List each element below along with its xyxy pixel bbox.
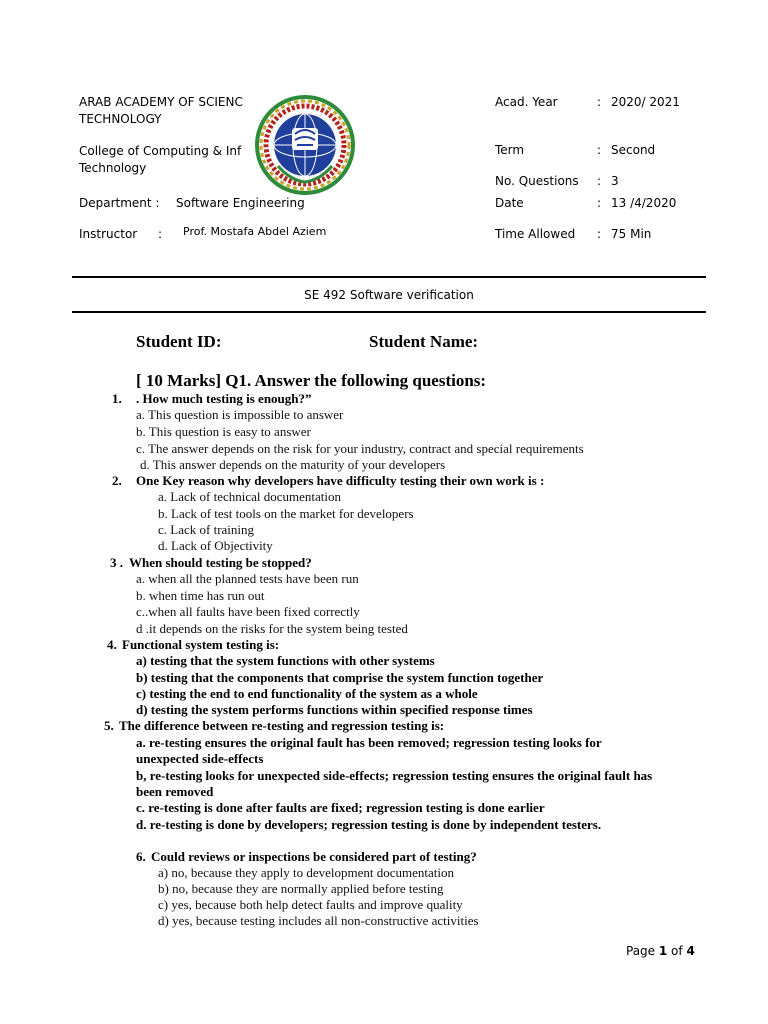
acad-year-label: Acad. Year <box>495 95 558 109</box>
department-label: Department : <box>79 196 160 210</box>
option: d. re-testing is done by developers; regression testing is done by independent testers. <box>136 817 602 832</box>
question-number: 5. <box>104 718 114 733</box>
option: d) yes, because testing includes all non-constructive activities <box>158 913 479 928</box>
question-number: 4. <box>107 637 117 652</box>
option: d. Lack of Objectivity <box>158 538 273 553</box>
acad-year-value: 2020/ 2021 <box>611 95 680 109</box>
top-rule <box>72 276 706 278</box>
instructor-value: Prof. Mostafa Abdel Aziem <box>183 225 327 238</box>
question-text: When should testing be stopped? <box>129 555 312 570</box>
question-text: The difference between re-testing and regression testing is: <box>119 718 445 733</box>
institution-name-line1: ARAB ACADEMY OF SCIENC <box>79 95 243 109</box>
option: a. re-testing ensures the original fault has been removed; regression testing looks for <box>136 735 602 750</box>
institution-name-line2: TECHNOLOGY <box>79 112 162 126</box>
num-questions-label: No. Questions <box>495 174 579 188</box>
student-name-label: Student Name: <box>369 332 479 351</box>
option: d .it depends on the risks for the system being tested <box>136 621 408 636</box>
option: c) testing the end to end functionality of the system as a whole <box>136 686 478 701</box>
option: a) testing that the system functions with other systems <box>136 653 435 668</box>
question-number: 6. <box>136 849 146 864</box>
option: b) testing that the components that comprise the system function together <box>136 670 544 685</box>
num-questions-value: 3 <box>611 174 619 188</box>
option: a) no, because they apply to development documentation <box>158 865 455 880</box>
option: d. This answer depends on the maturity of your developers <box>140 457 446 472</box>
option: c. Lack of training <box>158 522 255 537</box>
option: c) yes, because both help detect faults and improve quality <box>158 897 463 912</box>
college-name-line1: College of Computing & Inf <box>79 144 242 158</box>
option: b. This question is easy to answer <box>136 424 311 439</box>
option: a. when all the planned tests have been run <box>136 571 359 586</box>
time-allowed-value: 75 Min <box>611 227 652 241</box>
option: been removed <box>136 784 214 799</box>
term-colon: : <box>597 143 602 157</box>
term-value: Second <box>611 143 656 157</box>
option: b, re-testing looks for unexpected side-effects; regression testing ensures the original fault has <box>136 768 653 783</box>
question-text: Could reviews or inspections be considered part of testing? <box>151 849 477 864</box>
acad-year-colon: : <box>597 95 602 109</box>
date-colon: : <box>597 196 602 210</box>
page-indicator <box>626 944 695 958</box>
question-text: Functional system testing is: <box>122 637 280 652</box>
term-label: Term <box>495 143 525 157</box>
option: a. Lack of technical documentation <box>158 489 342 504</box>
option: c. re-testing is done after faults are fixed; regression testing is done earlier <box>136 800 545 815</box>
section-heading: [ 10 Marks] Q1. Answer the following questions: <box>136 371 487 390</box>
page-of: of <box>667 944 687 958</box>
num-questions-colon: : <box>597 174 602 188</box>
page-total: 4 <box>686 944 695 958</box>
option: b. Lack of test tools on the market for developers <box>158 506 414 521</box>
option: c..when all faults have been fixed correctly <box>136 604 360 619</box>
instructor-colon: : <box>158 227 163 241</box>
page-prefix: Page <box>626 944 659 958</box>
question-text: One Key reason why developers have difficulty testing their own work is : <box>136 473 545 488</box>
option: c. The answer depends on the risk for your industry, contract and special requirements <box>136 441 584 456</box>
question-number: 1. <box>112 391 122 406</box>
college-name-line2: Technology <box>79 161 147 175</box>
page-current: 1 <box>658 944 668 958</box>
department-value: Software Engineering <box>176 196 305 210</box>
instructor-label: Instructor <box>79 227 138 241</box>
option: b) no, because they are normally applied before testing <box>158 881 444 896</box>
course-title: SE 492 Software verification <box>304 288 474 302</box>
bottom-rule <box>72 311 706 313</box>
time-allowed-colon: : <box>597 227 602 241</box>
question-number: 3 . <box>110 555 123 570</box>
question-number: 2. <box>112 473 122 488</box>
option: d) testing the system performs functions within specified response times <box>136 702 533 717</box>
option: a. This question is impossible to answer <box>136 407 344 422</box>
date-value: 13 /4/2020 <box>611 196 677 210</box>
academy-logo <box>254 94 356 196</box>
option: b. when time has run out <box>136 588 265 603</box>
student-id-label: Student ID: <box>136 332 222 351</box>
question-text: . How much testing is enough?” <box>136 391 312 406</box>
option: unexpected side-effects <box>136 751 264 766</box>
time-allowed-label: Time Allowed <box>495 227 576 241</box>
date-label: Date <box>495 196 524 210</box>
